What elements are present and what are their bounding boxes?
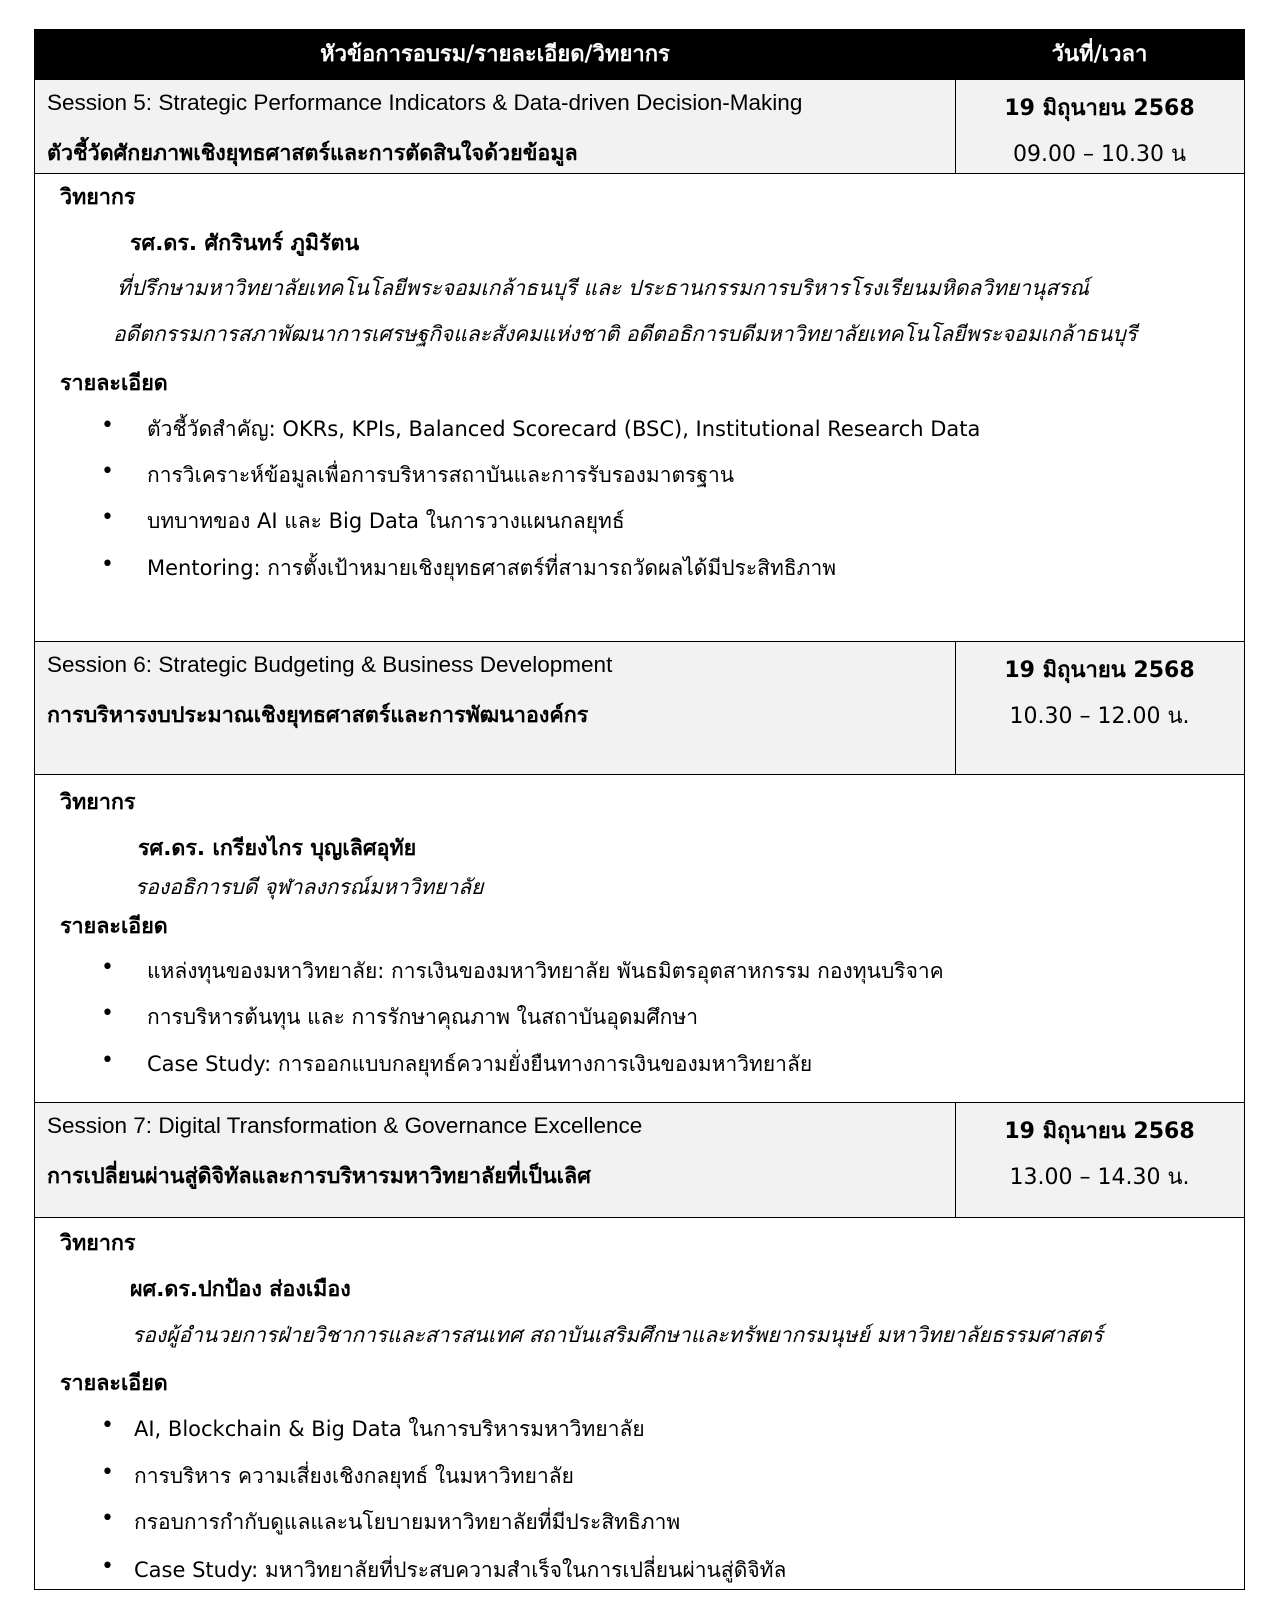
session-6-details [35, 775, 1244, 1103]
session-time: 10.30 – 12.00 น. [1009, 704, 1190, 729]
detail-item: ตัวชี้วัดสำคัญ: OKRs, KPIs, Balanced Scorecard (BSC), Institutional Research Data [147, 417, 981, 441]
details-label: รายละเอียด [60, 914, 168, 939]
bullet-icon: • [101, 459, 114, 484]
bullet-icon: • [101, 552, 114, 577]
header-topic: หัวข้อการอบรม/รายละเอียด/วิทยากร [320, 42, 670, 67]
detail-item: กรอบการกำกับดูแลและนโยบายมหาวิทยาลัยที่มีประสิทธิภาพ [134, 1510, 681, 1534]
speaker-label: วิทยากร [60, 185, 136, 210]
details-label: รายละเอียด [60, 1371, 168, 1396]
bullet-icon: • [101, 1506, 114, 1531]
bullet-icon: • [101, 1048, 114, 1073]
session-title-th: การเปลี่ยนผ่านสู่ดิจิทัลและการบริหารมหาวิทยาลัยที่เป็นเลิศ [47, 1164, 591, 1189]
bullet-icon: • [101, 1001, 114, 1026]
session-7-details [35, 1218, 1244, 1589]
detail-item: Mentoring: การตั้งเป้าหมายเชิงยุทธศาสตร์ที่สามารถวัดผลได้มีประสิทธิภาพ [147, 556, 837, 580]
session-title-th: การบริหารงบประมาณเชิงยุทธศาสตร์และการพัฒนาองค์กร [47, 703, 589, 728]
session-date: 19 มิถุนายน 2568 [1004, 658, 1195, 683]
bullet-icon: • [101, 505, 114, 530]
session-title-th: ตัวชี้วัดศักยภาพเชิงยุทธศาสตร์และการตัดสินใจด้วยข้อมูล [47, 141, 578, 166]
speaker-name: รศ.ดร. เกรียงไกร บุญเลิศอุทัย [138, 836, 417, 861]
speaker-label: วิทยากร [60, 790, 136, 815]
session-7-title-row [35, 1103, 1244, 1218]
speaker-label: วิทยากร [60, 1231, 136, 1256]
detail-item: การวิเคราะห์ข้อมูลเพื่อการบริหารสถาบันและการรับรองมาตรฐาน [147, 463, 735, 487]
session-title-en: Session 6: Strategic Budgeting & Business Development [47, 652, 613, 677]
bullet-icon: • [101, 413, 114, 438]
session-time: 13.00 – 14.30 น. [1009, 1165, 1190, 1190]
speaker-affiliation: อดีตกรรมการสภาพัฒนาการเศรษฐกิจและสังคมแห่งชาติ อดีตอธิการบดีมหาวิทยาลัยเทคโนโลยีพระจอมเกล้าธนบุรี [113, 322, 1137, 346]
session-5-details [35, 174, 1244, 642]
session-6-title-row [35, 642, 1244, 775]
table-header [35, 30, 1244, 80]
detail-item: แหล่งทุนของมหาวิทยาลัย: การเงินของมหาวิทยาลัย พันธมิตรอุตสาหกรรม กองทุนบริจาค [147, 959, 944, 983]
bullet-icon: • [101, 1413, 114, 1438]
bullet-icon: • [101, 955, 114, 980]
detail-item: Case Study: มหาวิทยาลัยที่ประสบความสำเร็จในการเปลี่ยนผ่านสู่ดิจิทัล [134, 1558, 787, 1582]
speaker-affiliation: รองอธิการบดี จุฬาลงกรณ์มหาวิทยาลัย [135, 875, 484, 899]
speaker-affiliation: ที่ปรึกษามหาวิทยาลัยเทคโนโลยีพระจอมเกล้าธนบุรี และ ประธานกรรมการบริหารโรงเรียนมหิดลวิทยานุสรณ์ [117, 276, 1089, 300]
detail-item: การบริหารต้นทุน และ การรักษาคุณภาพ ในสถาบันอุดมศึกษา [147, 1005, 699, 1029]
detail-item: Case Study: การออกแบบกลยุทธ์ความยั่งยืนทางการเงินของมหาวิทยาลัย [147, 1052, 813, 1076]
detail-item: การบริหาร ความเสี่ยงเชิงกลยุทธ์ ในมหาวิทยาลัย [134, 1464, 574, 1488]
session-date: 19 มิถุนายน 2568 [1004, 96, 1195, 121]
schedule-table [34, 29, 1245, 1590]
detail-item: บทบาทของ AI และ Big Data ในการวางแผนกลยุทธ์ [147, 509, 625, 533]
bullet-icon: • [101, 1460, 114, 1485]
speaker-name: ผศ.ดร.ปกป้อง ส่องเมือง [130, 1277, 351, 1302]
session-time: 09.00 – 10.30 น [1013, 142, 1186, 167]
session-title-en: Session 7: Digital Transformation & Governance Excellence [47, 1113, 643, 1138]
detail-item: AI, Blockchain & Big Data ในการบริหารมหาวิทยาลัย [134, 1417, 645, 1441]
speaker-name: รศ.ดร. ศักรินทร์ ภูมิรัตน [130, 231, 360, 256]
bullet-icon: • [101, 1554, 114, 1579]
session-date: 19 มิถุนายน 2568 [1004, 1119, 1195, 1144]
details-label: รายละเอียด [60, 371, 168, 396]
session-5-title-row [35, 80, 1244, 174]
header-datetime: วันที่/เวลา [1051, 42, 1148, 67]
session-title-en: Session 5: Strategic Performance Indicators & Data-driven Decision-Making [47, 90, 803, 115]
speaker-affiliation: รองผู้อำนวยการฝ่ายวิชาการและสารสนเทศ สถาบันเสริมศึกษาและทรัพยากรมนุษย์ มหาวิทยาลัยธรรมศาสตร์ [132, 1323, 1103, 1347]
